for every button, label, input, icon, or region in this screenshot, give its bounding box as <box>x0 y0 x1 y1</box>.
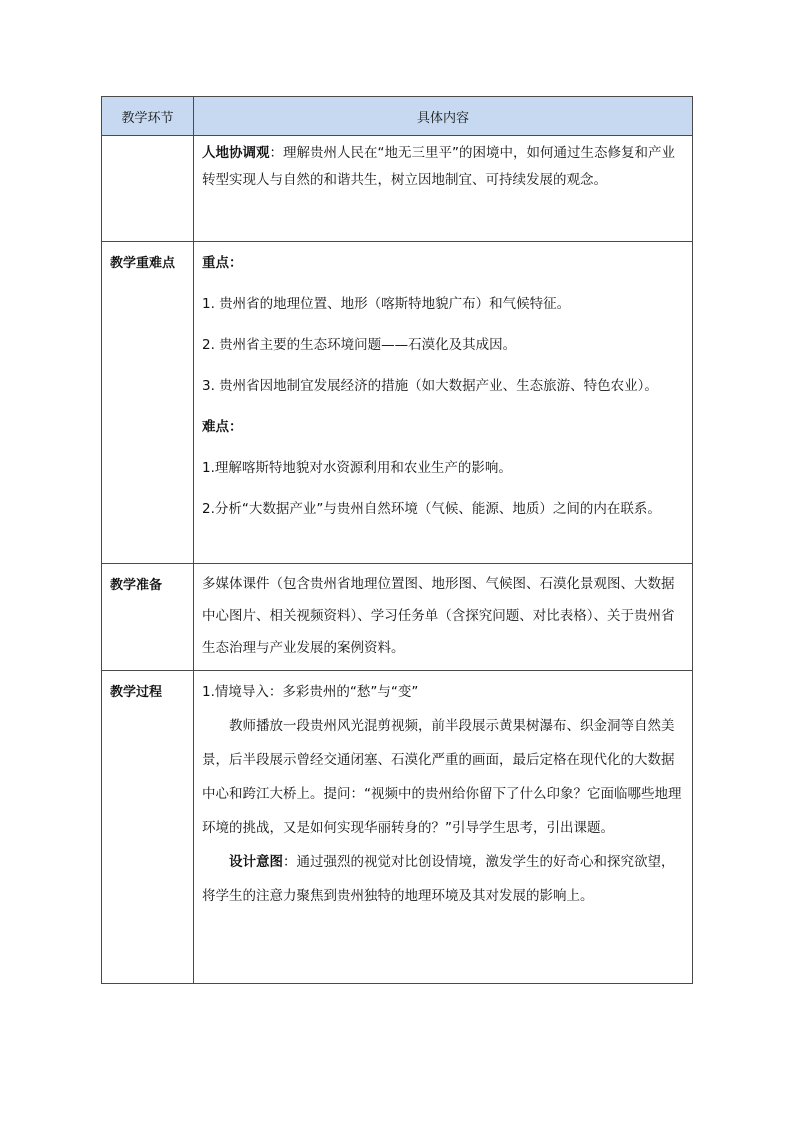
table-row-goal <box>102 136 693 242</box>
table-row-key-points <box>102 242 693 564</box>
process-step-title: 1.情境导入：多彩贵州的“愁”与“变” <box>202 684 419 700</box>
header-section: 教学环节 <box>102 97 194 136</box>
table-row-process <box>102 671 693 984</box>
difficult-points-title: 难点： <box>202 419 243 435</box>
difficult-point-item: 1.理解喀斯特地貌对水资源利用和农业生产的影响。 <box>202 460 512 476</box>
design-intent-title: 设计意图 <box>229 854 283 870</box>
header-content: 具体内容 <box>194 97 693 136</box>
row-goal-label <box>102 136 194 242</box>
process-paragraph: 教师播放一段贵州风光混剪视频，前半段展示黄果树瀑布、织金洞等自然美景，后半段展示曾经交通闭塞、石漠化严重的画面，最后定格在现代化的大数据中心和跨江大桥上。提问：“视频中的贵州给你留下了什么印象？它面临哪些地理环境的挑战，又是如何实现华丽转身的？”引导学生思考，引出课题。 <box>202 718 682 836</box>
key-point-item: 3. 贵州省因地制宜发展经济的措施（如大数据产业、生态旅游、特色农业）。 <box>202 378 658 394</box>
table-header-row <box>102 97 693 136</box>
design-intent <box>202 845 684 913</box>
lesson-plan-table <box>101 96 693 984</box>
table-row-prep <box>102 564 693 671</box>
design-intent-text: ：通过强烈的视觉对比创设情境，激发学生的好奇心和探究欲望，将学生的注意力聚焦到贵州独特的地理环境及其对发展的影响上。 <box>202 854 675 904</box>
key-point-item: 1. 贵州省的地理位置、地形（喀斯特地貌广布）和气候特征。 <box>202 296 571 312</box>
goal-text: ：理解贵州人民在“地无三里平”的困境中，如何通过生态修复和产业转型实现人与自然的和谐共生，树立因地制宜、可持续发展的观念。 <box>202 145 675 188</box>
row-process-label: 教学过程 <box>102 671 194 984</box>
row-process-content <box>194 671 693 984</box>
prep-text: 多媒体课件（包含贵州省地理位置图、地形图、气候图、石漠化景观图、大数据中心图片、相关视频资料）、学习任务单（含探究问题、对比表格）、关于贵州省生态治理与产业发展的案例资料。 <box>202 576 675 656</box>
row-prep-content <box>194 564 693 671</box>
key-point-item: 2. 贵州省主要的生态环境问题——石漠化及其成因。 <box>202 337 517 353</box>
key-points-title: 重点： <box>202 255 243 271</box>
row-goal-content <box>194 136 693 242</box>
row-key-content <box>194 242 693 564</box>
row-key-label: 教学重难点 <box>102 242 194 564</box>
difficult-point-item: 2.分析“大数据产业”与贵州自然环境（气候、能源、地质）之间的内在联系。 <box>202 501 661 517</box>
goal-title: 人地协调观 <box>202 145 270 161</box>
row-prep-label: 教学准备 <box>102 564 194 671</box>
